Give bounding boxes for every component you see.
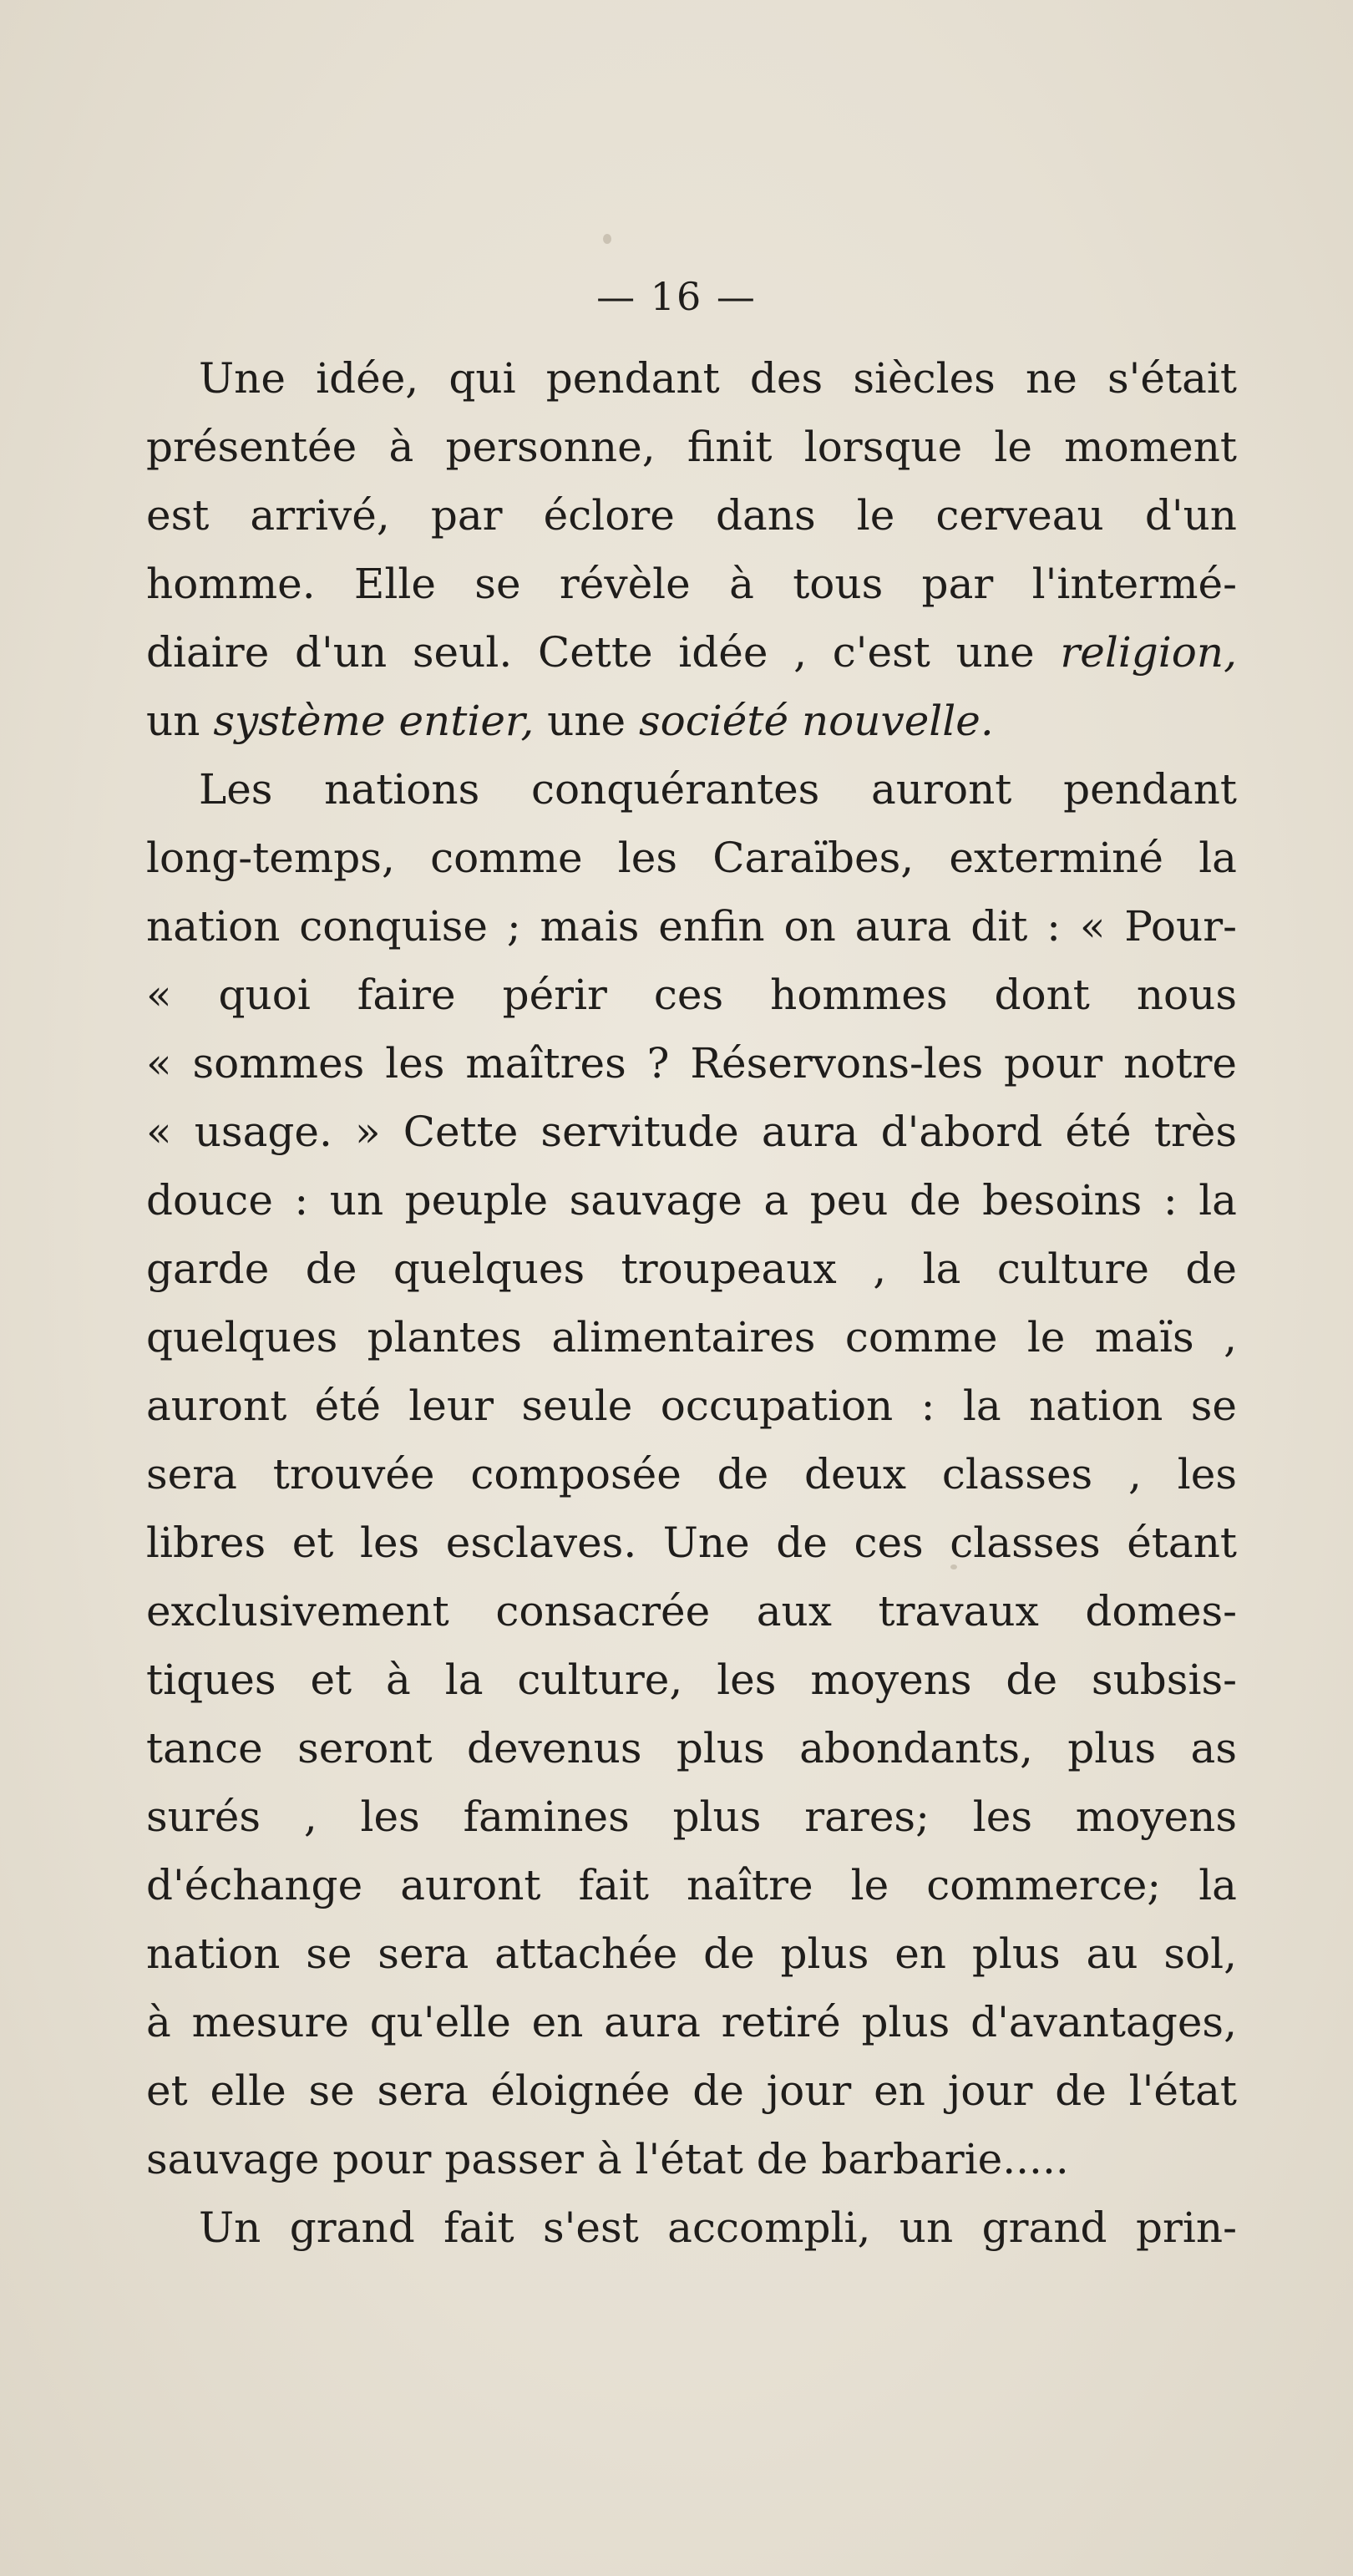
- text-line: auront été leur seule occupation : la nation se: [146, 1382, 1237, 1430]
- text-run: diaire d'un seul. Cette idée , c'est une: [146, 628, 1061, 677]
- text-line: présentée à personne, finit lorsque le moment: [146, 423, 1237, 471]
- page-number: — 16 —: [596, 274, 757, 319]
- italic-text: religion,: [1060, 628, 1237, 677]
- text-run: une: [534, 697, 640, 745]
- text-line: nation conquise ; mais enfin on aura dit : « Pour-: [146, 902, 1237, 951]
- text-line: sera trouvée composée de deux classes , les: [146, 1450, 1237, 1498]
- text-line: tiques et à la culture, les moyens de subsis-: [146, 1656, 1237, 1704]
- italic-text: système entier,: [213, 697, 535, 745]
- text-line: tance seront devenus plus abondants, plus as: [146, 1724, 1237, 1772]
- text-line: Une idée, qui pendant des siècles ne s'était: [199, 354, 1237, 403]
- text-line: libres et les esclaves. Une de ces classes étant: [146, 1519, 1237, 1567]
- text-run: un: [146, 697, 214, 745]
- text-line: [146, 625, 1237, 680]
- text-line: surés , les famines plus rares; les moyens: [146, 1793, 1237, 1841]
- text-line: « usage. » Cette servitude aura d'abord été très: [146, 1108, 1237, 1156]
- text-line: [146, 693, 1237, 748]
- text-line: garde de quelques troupeaux , la culture de: [146, 1245, 1237, 1293]
- text-line: sauvage pour passer à l'état de barbarie.....: [146, 2135, 1069, 2183]
- text-line: d'échange auront fait naître le commerce; la: [146, 1861, 1237, 1909]
- text-line: exclusivement consacrée aux travaux domes-: [146, 1587, 1237, 1635]
- text-line: homme. Elle se révèle à tous par l'intermé-: [146, 560, 1237, 608]
- text-line: « quoi faire périr ces hommes dont nous: [146, 971, 1237, 1019]
- text-line: Un grand fait s'est accompli, un grand prin-: [199, 2203, 1237, 2252]
- text-line: à mesure qu'elle en aura retiré plus d'avantages,: [146, 1998, 1237, 2046]
- text-line: Les nations conquérantes auront pendant: [199, 765, 1237, 814]
- text-line: est arrivé, par éclore dans le cerveau d'un: [146, 491, 1237, 540]
- text-line: et elle se sera éloignée de jour en jour de l'état: [146, 2066, 1237, 2115]
- paper-speck: [603, 234, 611, 244]
- text-line: « sommes les maîtres ? Réservons-les pour notre: [146, 1039, 1237, 1088]
- text-line: long-temps, comme les Caraïbes, exterminé la: [146, 834, 1237, 882]
- text-line: douce : un peuple sauvage a peu de besoins : la: [146, 1176, 1237, 1225]
- text-line: quelques plantes alimentaires comme le maïs ,: [146, 1313, 1237, 1362]
- text-line: nation se sera attachée de plus en plus au sol,: [146, 1929, 1237, 1978]
- italic-text: société nouvelle.: [639, 697, 994, 745]
